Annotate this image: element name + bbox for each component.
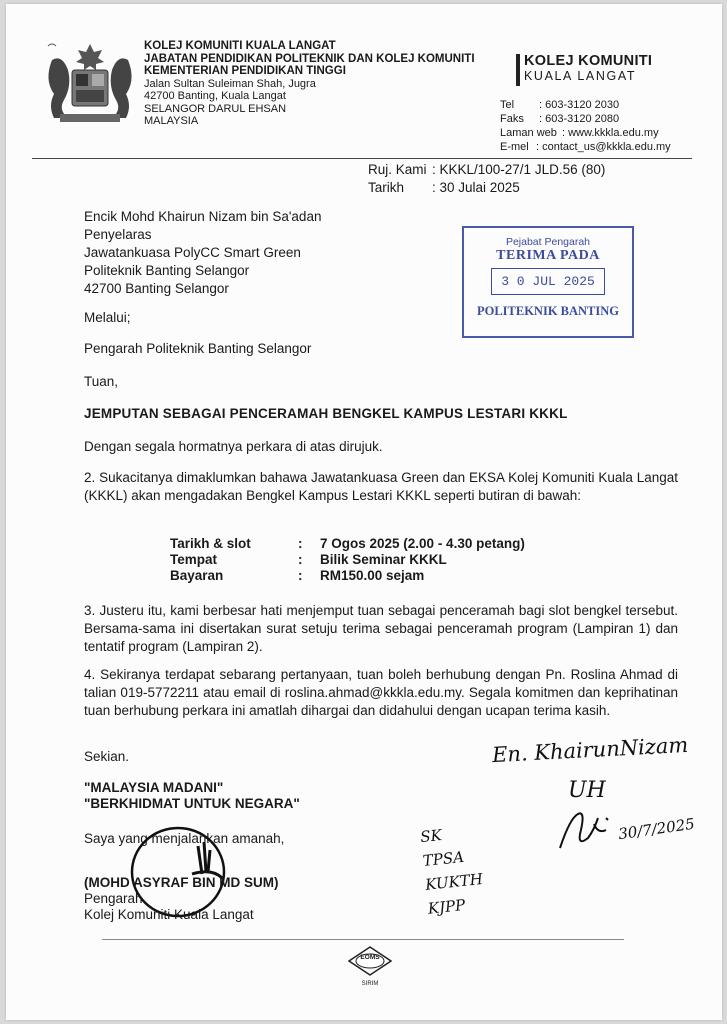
org-line: KEMENTERIAN PENDIDIKAN TINGGI (144, 65, 346, 77)
letter-page (6, 4, 722, 1020)
detail-label: Tempat (170, 552, 218, 567)
via-recipient: Pengarah Politeknik Banting Selangor (84, 341, 312, 356)
motto-2: "BERKHIDMAT UNTUK NEGARA" (84, 796, 300, 811)
detail-label: Tarikh & slot (170, 536, 251, 551)
contact-row (500, 140, 700, 154)
header-divider (32, 158, 692, 159)
signatory-title: Pengarah (84, 891, 143, 906)
detail-value: 7 Ogos 2025 (2.00 - 4.30 petang) (320, 536, 525, 551)
recipient-line: Penyelaras (84, 227, 152, 242)
paragraph-3: 3. Justeru itu, kami berbesar hati menjemput tuan sebagai penceramah bagi slot bengkel tersebut. Bersama-sama ini disertakan surat setuju terima sebagai penceramah program (Lampiran 1) dan tentatif program (Lampiran 2). (84, 603, 678, 654)
note-line: KJPP (426, 895, 467, 918)
address-line: Jalan Sultan Suleiman Shah, Jugra (144, 77, 316, 90)
coat-of-arms-logo (42, 40, 138, 130)
logo-text-secondary: KUALA LANGAT (524, 69, 637, 83)
recipient-line: Jawatankuasa PolyCC Smart Green (84, 245, 301, 260)
contact-label: Laman web (500, 127, 557, 139)
contact-value: : www.kkkla.edu.my (562, 127, 659, 139)
detail-value: RM150.00 sejam (320, 568, 425, 583)
paragraph-4: 4. Sekiranya terdapat sebarang pertanyaan, tuan boleh berhubung dengan Pn. Roslina Ahmad di talian 019-5772211 atau email di roslina.ahmad@kkkla.edu.my. Segala komitmen dan keprihatinan tuan berhubung perkara ini amatlah dihargai dan didahului dengan ucapan terima kasih. (84, 667, 678, 718)
trust-line: Saya yang menjalankan amanah, (84, 831, 285, 846)
note-line: SK (419, 826, 443, 847)
detail-row (170, 536, 610, 552)
contact-row (500, 126, 700, 140)
logo-bar (516, 54, 520, 86)
org-line: KOLEJ KOMUNITI KUALA LANGAT (144, 40, 336, 52)
reference-block (368, 161, 698, 197)
footer-divider (102, 939, 624, 940)
address-line: 42700 Banting, Kuala Langat (144, 90, 286, 102)
recipient-line: Politeknik Banting Selangor (84, 263, 250, 278)
motto-1: "MALAYSIA MADANI" (84, 780, 224, 795)
event-details (170, 536, 610, 584)
detail-value: Bilik Seminar KKKL (320, 552, 447, 567)
college-logo (516, 54, 666, 83)
note-line: KUKTH (424, 869, 484, 894)
via-label: Melalui; (84, 310, 131, 325)
stamp-institution: POLITEKNIK BANTING (476, 304, 620, 318)
contact-label: Tel (500, 99, 515, 111)
logo-text-primary: KOLEJ KOMUNITI (524, 53, 653, 69)
handwritten-routing-note (419, 819, 486, 920)
detail-row (170, 568, 610, 584)
detail-colon: : (298, 568, 303, 583)
eoms-badge-icon (348, 946, 392, 976)
contact-block (500, 98, 700, 154)
cert-body: SIRIM (361, 981, 379, 987)
recipient-line: Encik Mohd Khairun Nizam bin Sa'adan (84, 209, 322, 224)
recipient-address (84, 208, 424, 298)
received-stamp (462, 226, 634, 338)
date-row (368, 179, 698, 197)
salutation: Tuan, (84, 374, 119, 389)
contact-value: : 603-3120 2030 (539, 99, 620, 111)
letter-subject: JEMPUTAN SEBAGAI PENCERAMAH BENGKEL KAMPUS LESTARI KKKL (84, 406, 568, 421)
reference-label: Ruj. Kami (368, 162, 427, 177)
contact-label: Faks (500, 113, 524, 125)
recipient-line: 42700 Banting Selangor (84, 281, 229, 296)
header-organization (144, 40, 504, 128)
handwritten-initials: UH (568, 778, 606, 803)
contact-label: E-mel (500, 141, 529, 153)
address-line: SELANGOR DARUL EHSAN (144, 102, 287, 115)
signatory-org: Kolej Komuniti Kuala Langat (84, 907, 254, 922)
detail-label: Bayaran (170, 568, 224, 583)
address-line: MALAYSIA (144, 115, 199, 127)
signatory-name: (MOHD ASYRAF BIN MD SUM) (84, 875, 279, 890)
handwritten-signature (554, 804, 624, 854)
note-line: TPSA (421, 847, 465, 871)
contact-value: : 603-3120 2080 (539, 113, 620, 125)
contact-row (500, 112, 700, 126)
stamp-office: Pejabat Pengarah (505, 236, 591, 248)
stamp-received: TERIMA PADA (496, 248, 600, 263)
date-value: : 30 Julai 2025 (432, 180, 520, 195)
handwritten-date: 30/7/2025 (617, 814, 696, 844)
contact-value: : contact_us@kkkla.edu.my (536, 141, 671, 153)
detail-colon: : (298, 536, 303, 551)
detail-colon: : (298, 552, 303, 567)
reference-value: : KKKL/100-27/1 JLD.56 (80) (432, 162, 606, 177)
cert-label: EOMS (360, 954, 380, 961)
reference-row (368, 161, 698, 179)
closing: Sekian. (84, 749, 130, 764)
certification-mark (342, 946, 398, 988)
detail-row (170, 552, 610, 568)
paragraph-2: 2. Sukacitanya dimaklumkan bahawa Jawatankuasa Green dan EKSA Kolej Komuniti Kuala Langat (KKKL) akan mengadakan Bengkel Kampus Lestari KKKL seperti butiran di bawah: (84, 470, 678, 503)
date-label: Tarikh (368, 180, 405, 195)
opening-line: Dengan segala hormatnya perkara di atas dirujuk. (84, 439, 383, 454)
handwritten-name: En. KhairunNizam (491, 732, 689, 768)
contact-row (500, 98, 700, 112)
org-line: JABATAN PENDIDIKAN POLITEKNIK DAN KOLEJ KOMUNITI (144, 52, 475, 65)
stamp-date: 3 0 JUL 2025 (491, 268, 605, 295)
